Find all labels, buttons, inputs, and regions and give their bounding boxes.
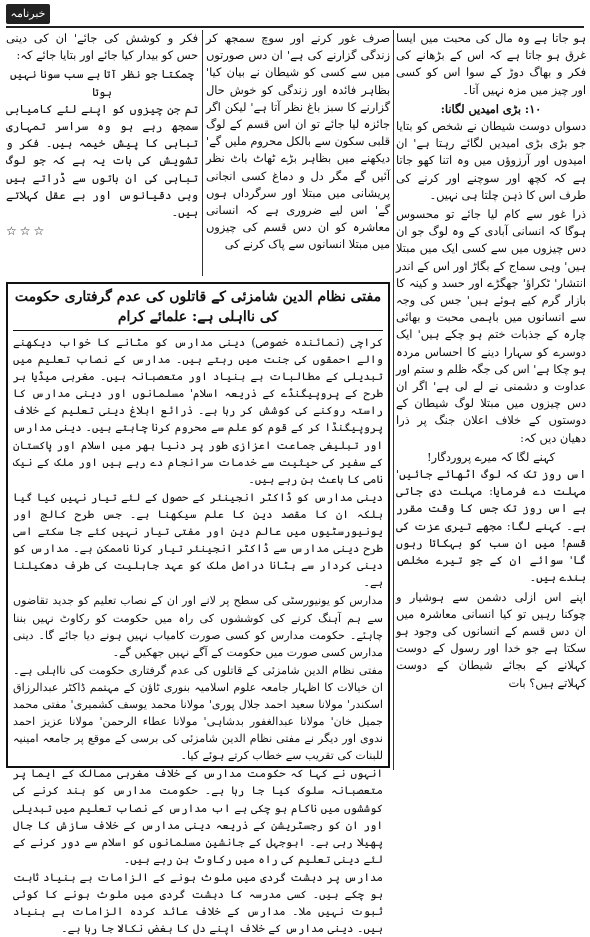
right-subhead: ۱۰: بڑی امیدیں لگانا:	[440, 101, 542, 116]
right-paragraph-3: ذرا غور سے کام لیا جائے تو محسوس ہوگا کہ انسانی آبادی کے وہ لوگ جو ان دس چیزوں میں سے کسی ایک میں مبتلا ہیں' وہی سماج کے بگاڑ اور اس کے اندر انتشار' ٹکراؤ' جھگڑے اور حسد و کینہ کا بازار گرم کیے ہوئے ہیں' جس کی وجہ سے انسانوں میں باہمی محبت و بھائی چارہ کے جذبات ختم ہو چکے ہیں' ایک دوسرے کو سہارا دینے کا احساس مردہ ہو چکا ہے' اس کی جگہ ظلم و ستم اور عداوت و دشمنی نے لے لی ہے' اگر ان دس چیزوں میں مبتلا لوگ شیطان کے دوستوں کے خلاف اعلان جنگ پر ذرا دھیان دیں کہ:	[396, 208, 586, 445]
right-column	[396, 30, 586, 770]
middle-column	[206, 30, 390, 276]
boxed-paragraph-2: دینی مدارس کو ڈاکٹر انجینئر کے حصول کے لئے تیار نہیں کیا گیا بلکہ ان کا مقصد دین کا علم سیکھنا ہے۔ جس طرح کالج اور یونیورسٹیوں میں عالم دین اور مفتی تیار نہیں کئے جا سکتے اسی طرح دینی مدارس سے ڈاکٹر انجینئر تیار کرنا ناممکن ہے۔ مدارس کو دینی کردار سے ہٹانا دراصل ملک کو عہد جاہلیت کی طرف دھکیلنا ہے۔	[13, 490, 383, 590]
masthead-badge: خبرنامہ	[6, 4, 50, 24]
boxed-paragraph-5: انہوں نے کہا کہ حکومت مدارس کے خلاف مغربی ممالک کے ایما پر متعصبانہ سلوک کیا جا رہا ہے۔ حکومت مدارس کو بند کرنے کی کوششوں میں ناکام ہو چکی ہے اب مدارس کے نصاب تعلیم میں تبدیلی اور ان کو رجسٹریشن کے ذریعہ دینی مدارس کے خلاف سازش کا جال پھیلا رہی ہے۔ ابوجہل کے جانشین مسلمانوں کو اسلام سے دور کرنے کے لئے دینی تعلیم کی راہ میں رکاوٹ بن رہے ہیں۔	[13, 767, 383, 866]
right-paragraph-4: اس روز تک کہ لوگ اٹھائے جائیں' مہلت دے فرمایا: مہلت دی جاتی ہے اس روز تک جس کا وقت مقرر ہے۔ کہنے لگا: مجھے تیری عزت کی قسم! میں ان سب کو بہکاتا رہوں گا' سوائے ان کے جو تیرے مخلص بندے ہیں۔	[396, 468, 586, 585]
boxed-body	[13, 334, 383, 937]
right-paragraph-1: ہو جاتا ہے وہ مال کی محبت میں ایسا غرق ہو جاتا ہے کہ اس کے بڑھانے کی فکر و بھاگ دوڑ کے سوا اس کو کسی اور چیز میں مزہ نہیں آتا۔	[396, 32, 586, 97]
boxed-paragraph-6: مدارس پر دہشت گردی میں ملوث ہونے کے الزامات بے بنیاد ثابت ہو چکے ہیں۔ کسی مدرسہ کا دہشت گردی میں ملوث ہونے کا کوئی ثبوت نہیں ملا۔ مدارس کے خلاف عائد کردہ الزامات بے بنیاد ہیں۔ دینی مدارس کے خلاف اپنے دل کا بغض نکالا جا رہا ہے۔	[13, 870, 383, 936]
left-paragraph-1: فکر و کوشش کی جائے' ان کی دینی حس کو بیدار کیا جائے اور بتایا جائے کہ:	[6, 32, 198, 63]
right-paragraph-2: دسواں دوست شیطان نے شخص کو بتایا جو بڑی بڑی امیدیں لگائے رہتا ہے' ان امیدوں اور آرزوؤں میں وہ اتنا کھو جاتا ہے کہ کچھ اور سوچنے اور کرنے کی طرف اس کا ذہن چلتا ہی نہیں۔	[396, 120, 586, 202]
boxed-paragraph-4: مفتی نظام الدین شامزئی کے قاتلوں کی عدم گرفتاری حکومت کی نااہلی ہے۔ ان خیالات کا اظہار جامعہ علوم اسلامیہ بنوری ٹاؤن کے مہتمم ڈاکٹر عبدالرزاق اسکندر' مولانا سعید احمد جلال پوری' مولانا محمد یوسف کشمیری' مفتی محمد جمیل خان' مولانا عبدالغفور بدشاہی' مولانا عطاء الرحمن' مولانا عزیز احمد ندوی اور دیگر نے مفتی نظام الدین شامزئی کی برسی کے موقع پر جامعہ امینیہ للبنات کی تقریب سے خطاب کرتے ہوئے کیا۔	[13, 663, 383, 763]
boxed-paragraph-3: مدارس کو یونیورسٹی کی سطح پر لانے اور ان کے نصاب تعلیم کو جدید تقاضوں سے ہم آہنگ کرنے کی کوششوں کی راہ میں حکومت کو رکاوٹ نہیں بننا چاہئے۔ حکومت مدارس کو کسی صورت کامیاب نہیں ہونے دیا جائے گا۔ دینی مدارس کسی صورت میں حکومت کے آگے نہیں جھکیں گے۔	[13, 594, 383, 659]
boxed-headline: مفتی نظام الدین شامزئی کے قاتلوں کی عدم گرفتاری حکومت کی نااہلی ہے: علمائے کرام	[13, 287, 383, 331]
masthead	[6, 4, 584, 28]
boxed-article	[6, 282, 390, 936]
column-divider-left	[202, 30, 203, 276]
left-column	[6, 30, 198, 276]
left-quote: چمکتا جو نظر آتا ہے سب سونا نہیں ہوتا	[10, 68, 194, 99]
stars-ornament: ☆☆☆	[6, 224, 48, 239]
boxed-paragraph-1: کراچی (نمائندہ خصوصی) دینی مدارس کو مٹانے کا خواب دیکھنے والے احمقوں کی جنت میں رہتے ہیں۔ مدارس کے نصاب تعلیم میں تبدیلی کے مطالبات بے بنیاد اور متعصبانہ ہیں۔ مغربی میڈیا ہر طرح کے پروپیگنڈے کے ذریعہ اسلام' مسلمانوں اور دینی مدارس کا راستہ روکنے کی کوشش کر رہا ہے۔ ذرائع ابلاغ دینی تعلیم کے خلاف پروپیگنڈا کر کے قوم کو علم سے محروم کرنا چاہتے ہیں۔ دینی مدارس اور تبلیغی جماعت اعزازی طور پر دنیا بھر میں اسلام اور پاکستان کے سفیر کی حیثیت سے خدمات سرانجام دے رہے ہیں اور ملک کے نیک نامی کا باعث بن رہے ہیں۔	[13, 336, 383, 486]
right-paragraph-5: اپنے اس ازلی دشمن سے ہوشیار و چوکنا رہیں تو کیا انسانی معاشرہ میں ان دس قسم کے انسانوں کی وجود ہو سکتا ہے جو خدا اور رسول کے دوست کہلانے کے بجائے شیطان کے دوست کہلاتے ہیں؟ بات	[396, 590, 586, 690]
left-paragraph-2: تم جن چیزوں کو اپنے لئے کامیابی سمجھ رہے ہو وہ سراسر تمہاری تباہی کا پیش خیمہ ہیں۔ فکر و تشویش کی بات یہ ہے کہ جو لوگ تباہی کی ان باتوں سے ڈراتے ہیں وہی دقیانوس اور بے عقل کہلاتے ہیں۔	[6, 102, 198, 220]
middle-paragraph-1: صرف غور کرنے اور سوچ سمجھ کر زندگی گزارنے کی ہے' ان دس صورتوں میں سے کسی کو شیطان نے بیان کیا' بظاہر فائدہ اور زندگی کو خوش حال گزارنے کا سبز باغ نظر آتا ہے' لیکن اگر جائزہ لیا جائے تو ان اس قسم کے لوگ قلبی سکون سے بالکل محروم ملیں گے' دیکھنے میں بظاہر بڑے ٹھاٹ باٹ نظر آئیں گے مگر دل و دماغ کسی انجانی پریشانی میں مبتلا اور سرگرداں ہوں گے' اس لیے ضروری ہے کہ انسانی معاشرہ کو ان دس قسم کی چیزوں میں مبتلا انسانوں سے پاک کرنے کی	[206, 32, 390, 252]
right-quote: کہنے لگا کہ میرے پروردگار!	[427, 450, 555, 464]
column-divider-right	[393, 30, 394, 770]
